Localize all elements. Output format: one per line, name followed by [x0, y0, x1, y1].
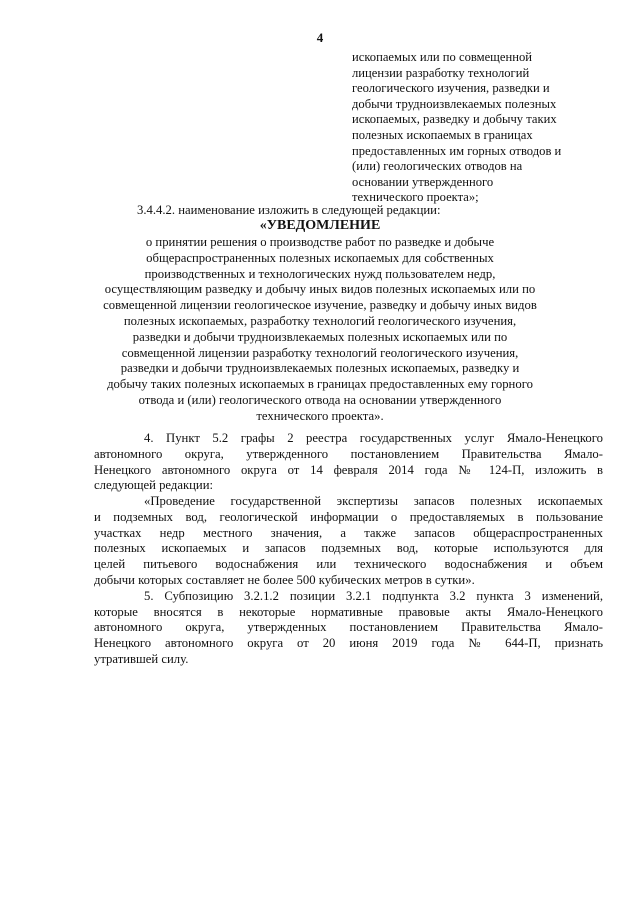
text-line: совмещенной лицензии геологическое изучение, разведку и добычу иных видов	[103, 298, 537, 313]
item-3-4-4-2: 3.4.4.2. наименование изложить в следующей редакции:	[137, 203, 441, 217]
text-line: ископаемых или по совмещенной	[352, 50, 532, 64]
text-line: которые вносятся в некоторые нормативные правовые акты Ямало-Ненецкого	[94, 604, 603, 619]
text-line: полезных ископаемых в границах	[352, 127, 533, 142]
notice-title: «УВЕДОМЛЕНИЕ	[259, 218, 381, 233]
text-line: (или) геологических отводов на	[352, 159, 523, 174]
text-line: производственных и технологических нужд пользователем недр,	[144, 266, 496, 281]
text-line: предоставленных им горных отводов и	[352, 143, 562, 158]
paragraph-4	[0, 431, 640, 494]
text-line: осуществляющим разведку и добычу иных видов полезных ископаемых или по	[104, 282, 536, 297]
text-line: технического проекта»;	[352, 190, 479, 205]
text-line: Ненецкого автономного округа от 20 июня 2019 года № 644-П, признать	[94, 636, 603, 651]
text-line: целей питьевого водоснабжения или технического водоснабжения и объем	[94, 557, 603, 572]
text-line: участках недр местного значения, а также запасов общераспространенных	[94, 525, 603, 540]
text-line: общераспространенных полезных ископаемых для собственных	[146, 250, 494, 265]
text-line: автономного округа, утвержденного постановлением Правительства Ямало-	[94, 446, 603, 461]
text-line: основании утвержденного	[352, 174, 494, 189]
text-line: совмещенной лицензии разработку технологий геологического изучения,	[121, 345, 519, 360]
text-line: отвода и (или) геологического отвода на основании утвержденного	[138, 392, 502, 407]
text-line: 4. Пункт 5.2 графы 2 реестра государственных услуг Ямало-Ненецкого	[144, 431, 603, 445]
text-line: лицензии разработку технологий	[352, 65, 530, 80]
text-line: утратившей силу.	[94, 651, 189, 666]
text-line: добычи которых составляет не более 500 кубических метров в сутки».	[94, 572, 475, 587]
text-line: и подземных вод, геологической информации о предоставляемых в пользование	[94, 509, 603, 524]
text-line: 5. Субпозицию 3.2.1.2 позиции 3.2.1 подпункта 3.2 пункта 3 изменений,	[144, 588, 603, 603]
page-number: 4	[316, 30, 324, 45]
text-line: полезных ископаемых и запасов подземных вод, которые используются для	[94, 541, 603, 556]
text-line: геологического изучения, разведки и	[352, 81, 550, 96]
text-line: полезных ископаемых, разработку технологий геологического изучения,	[123, 313, 517, 328]
text-line: следующей редакции:	[94, 478, 214, 493]
text-line: о принятии решения о производстве работ по разведке и добыче	[145, 235, 495, 249]
text-line: добычу таких полезных ископаемых в границах предоставленных ему горного	[107, 377, 533, 392]
text-line: «Проведение государственной экспертизы запасов полезных ископаемых	[144, 494, 603, 508]
text-line: добычи трудноизвлекаемых полезных	[352, 96, 557, 111]
text-line: технического проекта».	[256, 408, 384, 423]
quoted-text-and-paragraph-5	[0, 494, 640, 668]
text-line: разведки и добычи трудноизвлекаемых полезных ископаемых, разведку и	[120, 361, 520, 376]
text-line: Ненецкого автономного округа от 14 февраля 2014 года № 124-П, изложить в	[94, 462, 603, 477]
notice-subtitle	[0, 235, 640, 425]
continuation-text	[352, 50, 624, 206]
text-line: разведки и добычи трудноизвлекаемых полезных ископаемых или по	[132, 329, 508, 344]
text-line: автономного округа, утвержденных постановлением Правительства Ямало-	[94, 620, 603, 635]
text-line: ископаемых, разведку и добычу таких	[352, 112, 557, 127]
